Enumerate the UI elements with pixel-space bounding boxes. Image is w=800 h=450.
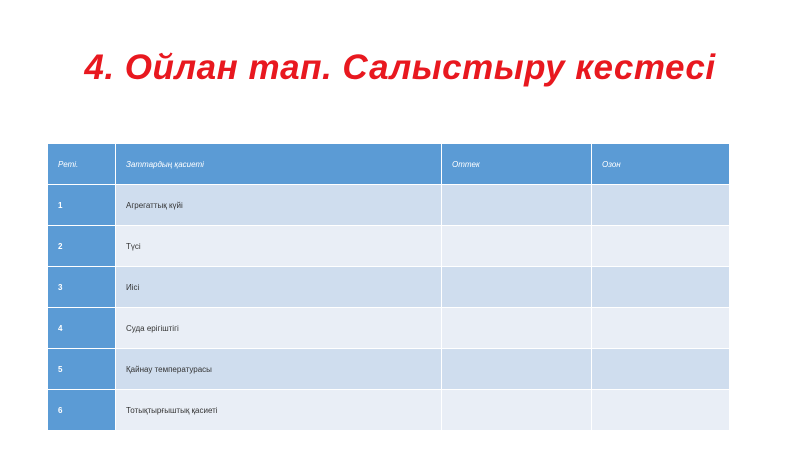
oxygen-cell[interactable] (442, 349, 592, 390)
header-oxygen: Оттек (442, 144, 592, 185)
property-cell: Қайнау температурасы (116, 349, 442, 390)
property-cell: Суда ерігіштігі (116, 308, 442, 349)
row-number: 4 (48, 308, 116, 349)
header-property: Заттардың қасиеті (116, 144, 442, 185)
property-cell: Агрегаттық күйі (116, 185, 442, 226)
slide-title: 4. Ойлан тап. Салыстыру кестесі (84, 48, 716, 87)
table-row (48, 390, 730, 431)
oxygen-cell[interactable] (442, 267, 592, 308)
table-header-row (48, 144, 730, 185)
row-number: 6 (48, 390, 116, 431)
oxygen-cell[interactable] (442, 226, 592, 267)
ozone-cell[interactable] (592, 185, 730, 226)
oxygen-cell[interactable] (442, 308, 592, 349)
property-cell: Тотықтырғыштық қасиеті (116, 390, 442, 431)
oxygen-cell[interactable] (442, 185, 592, 226)
table-row (48, 267, 730, 308)
table-row (48, 185, 730, 226)
header-ozone: Озон (592, 144, 730, 185)
row-number: 1 (48, 185, 116, 226)
row-number: 3 (48, 267, 116, 308)
row-number: 5 (48, 349, 116, 390)
table-row (48, 226, 730, 267)
header-order: Реті. (48, 144, 116, 185)
table-row (48, 308, 730, 349)
ozone-cell[interactable] (592, 390, 730, 431)
ozone-cell[interactable] (592, 349, 730, 390)
ozone-cell[interactable] (592, 226, 730, 267)
ozone-cell[interactable] (592, 267, 730, 308)
table-row (48, 349, 730, 390)
comparison-table (47, 143, 730, 431)
oxygen-cell[interactable] (442, 390, 592, 431)
property-cell: Иісі (116, 267, 442, 308)
ozone-cell[interactable] (592, 308, 730, 349)
property-cell: Түсі (116, 226, 442, 267)
row-number: 2 (48, 226, 116, 267)
